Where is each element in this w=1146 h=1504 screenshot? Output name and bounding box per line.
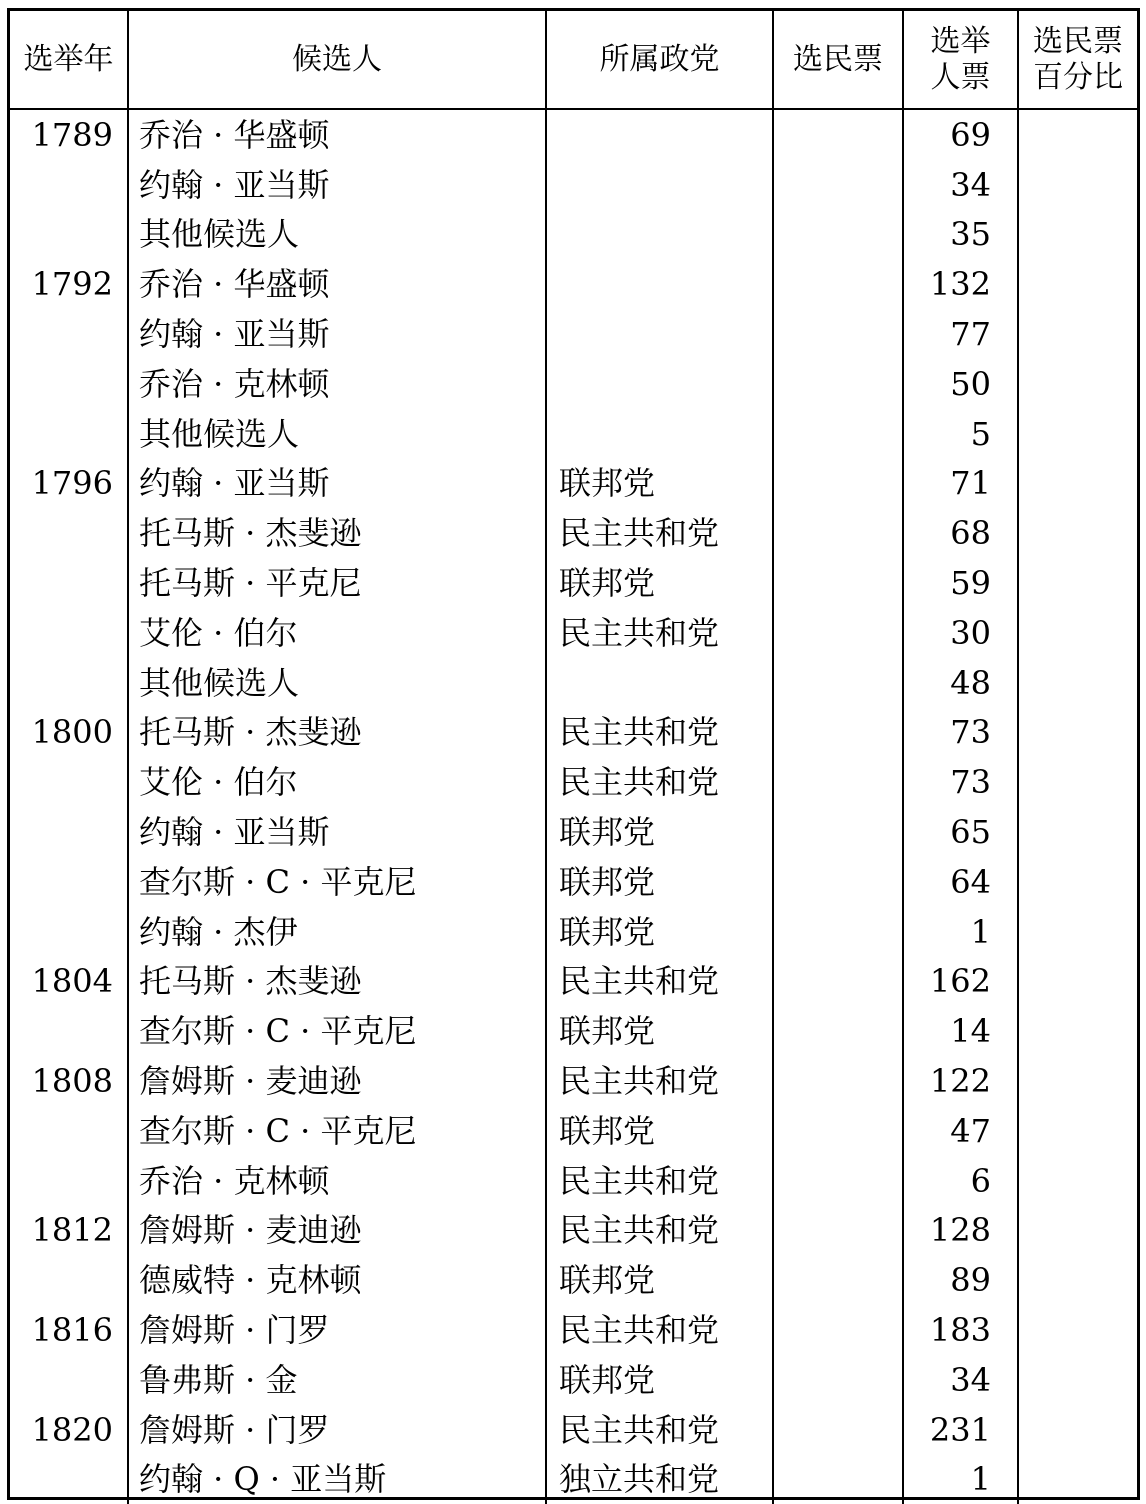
cell-electoral-vote: 73 [903, 708, 1018, 758]
table-row [10, 708, 1137, 758]
cell-electoral-vote: 6 [903, 1156, 1018, 1206]
cell-candidate: 约翰 · 亚当斯 [128, 459, 546, 509]
cell-popular-percent [1018, 409, 1137, 459]
cell-party: 联邦党 [546, 1106, 773, 1156]
header-electoral-vote-line1: 选举 [930, 23, 991, 59]
cell-popular-vote [773, 957, 903, 1007]
cell-year [10, 160, 128, 210]
cell-popular-percent [1018, 907, 1137, 957]
table-row [10, 1106, 1137, 1156]
cell-year [10, 1455, 128, 1504]
cell-popular-vote [773, 757, 903, 807]
cell-electoral-vote: 14 [903, 1006, 1018, 1056]
cell-party [546, 259, 773, 309]
header-popular-percent-line1: 选民票 [1033, 23, 1123, 59]
cell-popular-percent [1018, 1206, 1137, 1256]
cell-party: 联邦党 [546, 807, 773, 857]
cell-candidate: 德威特 · 克林顿 [128, 1255, 546, 1305]
table-row [10, 210, 1137, 260]
cell-popular-vote [773, 1305, 903, 1355]
cell-party [546, 109, 773, 160]
cell-year [10, 807, 128, 857]
cell-electoral-vote: 34 [903, 160, 1018, 210]
table-row [10, 1455, 1137, 1504]
cell-candidate: 其他候选人 [128, 210, 546, 260]
cell-candidate: 约翰 · 亚当斯 [128, 309, 546, 359]
cell-year [10, 1255, 128, 1305]
cell-party: 民主共和党 [546, 957, 773, 1007]
cell-popular-percent [1018, 757, 1137, 807]
table-row [10, 1355, 1137, 1405]
cell-electoral-vote: 65 [903, 807, 1018, 857]
cell-party [546, 359, 773, 409]
cell-candidate: 詹姆斯 · 门罗 [128, 1405, 546, 1455]
election-table-frame [7, 8, 1140, 1500]
cell-year [10, 309, 128, 359]
header-popular-percent-line2: 百分比 [1033, 59, 1123, 95]
cell-popular-percent [1018, 459, 1137, 509]
header-candidate: 候选人 [128, 11, 546, 109]
cell-candidate: 其他候选人 [128, 658, 546, 708]
cell-party: 民主共和党 [546, 508, 773, 558]
cell-year: 1789 [31, 115, 113, 154]
cell-candidate: 詹姆斯 · 麦迪逊 [128, 1206, 546, 1256]
cell-year [10, 409, 128, 459]
cell-candidate: 乔治 · 克林顿 [128, 1156, 546, 1206]
cell-year [10, 1106, 128, 1156]
header-year: 选举年 [10, 11, 128, 109]
header-row [10, 11, 1137, 109]
cell-popular-percent [1018, 1156, 1137, 1206]
cell-party [546, 409, 773, 459]
election-results-table [10, 11, 1137, 1504]
table-row [10, 309, 1137, 359]
cell-party: 联邦党 [546, 1006, 773, 1056]
cell-year: 1792 [31, 265, 113, 304]
cell-popular-vote [773, 1405, 903, 1455]
cell-popular-vote [773, 109, 903, 160]
cell-party: 联邦党 [546, 857, 773, 907]
table-row [10, 409, 1137, 459]
table-body [10, 109, 1137, 1504]
cell-candidate: 詹姆斯 · 麦迪逊 [128, 1056, 546, 1106]
cell-year [10, 857, 128, 907]
cell-party: 联邦党 [546, 459, 773, 509]
header-popular-percent [1018, 11, 1137, 109]
cell-popular-vote [773, 558, 903, 608]
cell-electoral-vote: 77 [903, 309, 1018, 359]
cell-electoral-vote: 162 [903, 957, 1018, 1007]
cell-electoral-vote: 35 [903, 210, 1018, 260]
cell-candidate: 托马斯 · 杰斐逊 [128, 957, 546, 1007]
table-row [10, 1156, 1137, 1206]
table-row [10, 1006, 1137, 1056]
cell-candidate: 乔治 · 华盛顿 [128, 109, 546, 160]
cell-candidate: 查尔斯 · C · 平克尼 [128, 857, 546, 907]
cell-popular-percent [1018, 708, 1137, 758]
table-row [10, 658, 1137, 708]
cell-year: 1800 [31, 713, 113, 752]
cell-popular-vote [773, 807, 903, 857]
cell-party: 民主共和党 [546, 1206, 773, 1256]
cell-popular-percent [1018, 1106, 1137, 1156]
cell-year [10, 658, 128, 708]
cell-popular-percent [1018, 508, 1137, 558]
cell-candidate: 托马斯 · 平克尼 [128, 558, 546, 608]
header-party: 所属政党 [546, 11, 773, 109]
cell-party: 独立共和党 [546, 1455, 773, 1504]
cell-year [10, 1156, 128, 1206]
table-row [10, 1206, 1137, 1256]
table-row [10, 1255, 1137, 1305]
cell-electoral-vote: 71 [903, 459, 1018, 509]
cell-electoral-vote: 183 [903, 1305, 1018, 1355]
table-row [10, 459, 1137, 509]
table-row [10, 757, 1137, 807]
table-row [10, 508, 1137, 558]
cell-popular-percent [1018, 1405, 1137, 1455]
cell-popular-vote [773, 1206, 903, 1256]
cell-party: 联邦党 [546, 1355, 773, 1405]
table-header [10, 11, 1137, 109]
cell-year: 1820 [31, 1410, 113, 1449]
cell-party [546, 160, 773, 210]
cell-electoral-vote: 5 [903, 409, 1018, 459]
cell-year [10, 757, 128, 807]
cell-party: 民主共和党 [546, 1305, 773, 1355]
table-row [10, 957, 1137, 1007]
cell-year [10, 210, 128, 260]
table-row [10, 109, 1137, 160]
cell-party: 联邦党 [546, 907, 773, 957]
header-popular-vote: 选民票 [773, 11, 903, 109]
cell-popular-percent [1018, 807, 1137, 857]
cell-popular-percent [1018, 1006, 1137, 1056]
cell-popular-percent [1018, 1056, 1137, 1106]
cell-year [10, 1006, 128, 1056]
cell-popular-vote [773, 1355, 903, 1405]
cell-electoral-vote: 69 [903, 109, 1018, 160]
table-row [10, 857, 1137, 907]
cell-popular-vote [773, 1006, 903, 1056]
cell-electoral-vote: 122 [903, 1056, 1018, 1106]
cell-electoral-vote: 47 [903, 1106, 1018, 1156]
cell-party [546, 309, 773, 359]
cell-popular-vote [773, 608, 903, 658]
cell-year [10, 608, 128, 658]
cell-party: 民主共和党 [546, 1405, 773, 1455]
cell-candidate: 约翰 · 亚当斯 [128, 807, 546, 857]
cell-electoral-vote: 50 [903, 359, 1018, 409]
cell-party [546, 210, 773, 260]
cell-candidate: 鲁弗斯 · 金 [128, 1355, 546, 1405]
cell-candidate: 乔治 · 华盛顿 [128, 259, 546, 309]
cell-popular-vote [773, 1156, 903, 1206]
cell-popular-vote [773, 857, 903, 907]
cell-popular-vote [773, 210, 903, 260]
cell-popular-vote [773, 1056, 903, 1106]
cell-year: 1816 [31, 1311, 113, 1350]
cell-popular-percent [1018, 658, 1137, 708]
cell-year: 1804 [31, 962, 113, 1001]
table-row [10, 259, 1137, 309]
cell-candidate: 詹姆斯 · 门罗 [128, 1305, 546, 1355]
cell-candidate: 约翰 · Q · 亚当斯 [128, 1455, 546, 1504]
cell-party: 联邦党 [546, 558, 773, 608]
cell-electoral-vote: 34 [903, 1355, 1018, 1405]
cell-candidate: 约翰 · 杰伊 [128, 907, 546, 957]
table-row [10, 907, 1137, 957]
cell-popular-vote [773, 1455, 903, 1504]
cell-candidate: 艾伦 · 伯尔 [128, 757, 546, 807]
cell-candidate: 查尔斯 · C · 平克尼 [128, 1106, 546, 1156]
cell-party: 民主共和党 [546, 757, 773, 807]
cell-popular-percent [1018, 558, 1137, 608]
cell-popular-percent [1018, 957, 1137, 1007]
table-row [10, 160, 1137, 210]
cell-year [10, 508, 128, 558]
cell-candidate: 乔治 · 克林顿 [128, 359, 546, 409]
cell-popular-vote [773, 508, 903, 558]
cell-electoral-vote: 30 [903, 608, 1018, 658]
cell-popular-vote [773, 309, 903, 359]
table-row [10, 1405, 1137, 1455]
cell-party [546, 658, 773, 708]
cell-year [10, 907, 128, 957]
cell-year [10, 1355, 128, 1405]
cell-candidate: 其他候选人 [128, 409, 546, 459]
cell-popular-percent [1018, 1355, 1137, 1405]
cell-electoral-vote: 64 [903, 857, 1018, 907]
cell-electoral-vote: 1 [903, 907, 1018, 957]
table-row [10, 608, 1137, 658]
cell-party: 民主共和党 [546, 708, 773, 758]
cell-year: 1812 [31, 1211, 113, 1250]
cell-popular-percent [1018, 359, 1137, 409]
cell-candidate: 查尔斯 · C · 平克尼 [128, 1006, 546, 1056]
cell-year: 1808 [31, 1062, 113, 1101]
cell-party: 联邦党 [546, 1255, 773, 1305]
cell-popular-vote [773, 708, 903, 758]
cell-electoral-vote: 231 [903, 1405, 1018, 1455]
cell-popular-vote [773, 459, 903, 509]
cell-popular-percent [1018, 309, 1137, 359]
cell-popular-percent [1018, 210, 1137, 260]
cell-popular-percent [1018, 1455, 1137, 1504]
cell-party: 民主共和党 [546, 608, 773, 658]
cell-candidate: 约翰 · 亚当斯 [128, 160, 546, 210]
header-electoral-vote-line2: 人票 [930, 59, 991, 95]
cell-party: 民主共和党 [546, 1156, 773, 1206]
cell-popular-vote [773, 1255, 903, 1305]
cell-candidate: 托马斯 · 杰斐逊 [128, 508, 546, 558]
cell-electoral-vote: 73 [903, 757, 1018, 807]
cell-popular-percent [1018, 1305, 1137, 1355]
cell-popular-vote [773, 1106, 903, 1156]
cell-popular-vote [773, 409, 903, 459]
cell-electoral-vote: 128 [903, 1206, 1018, 1256]
cell-popular-vote [773, 359, 903, 409]
cell-popular-vote [773, 160, 903, 210]
cell-electoral-vote: 89 [903, 1255, 1018, 1305]
cell-electoral-vote: 132 [903, 259, 1018, 309]
table-row [10, 1056, 1137, 1106]
cell-candidate: 艾伦 · 伯尔 [128, 608, 546, 658]
cell-electoral-vote: 68 [903, 508, 1018, 558]
table-row [10, 558, 1137, 608]
cell-popular-percent [1018, 608, 1137, 658]
cell-popular-vote [773, 259, 903, 309]
cell-year: 1796 [31, 464, 113, 503]
table-row [10, 807, 1137, 857]
table-row [10, 359, 1137, 409]
cell-popular-vote [773, 658, 903, 708]
cell-electoral-vote: 1 [903, 1455, 1018, 1504]
header-electoral-vote [903, 11, 1018, 109]
table-row [10, 1305, 1137, 1355]
cell-popular-vote [773, 907, 903, 957]
cell-popular-percent [1018, 160, 1137, 210]
cell-year [10, 359, 128, 409]
cell-electoral-vote: 48 [903, 658, 1018, 708]
cell-year [10, 558, 128, 608]
cell-popular-percent [1018, 1255, 1137, 1305]
cell-candidate: 托马斯 · 杰斐逊 [128, 708, 546, 758]
cell-popular-percent [1018, 259, 1137, 309]
cell-party: 民主共和党 [546, 1056, 773, 1106]
cell-electoral-vote: 59 [903, 558, 1018, 608]
cell-popular-percent [1018, 857, 1137, 907]
cell-popular-percent [1018, 109, 1137, 160]
